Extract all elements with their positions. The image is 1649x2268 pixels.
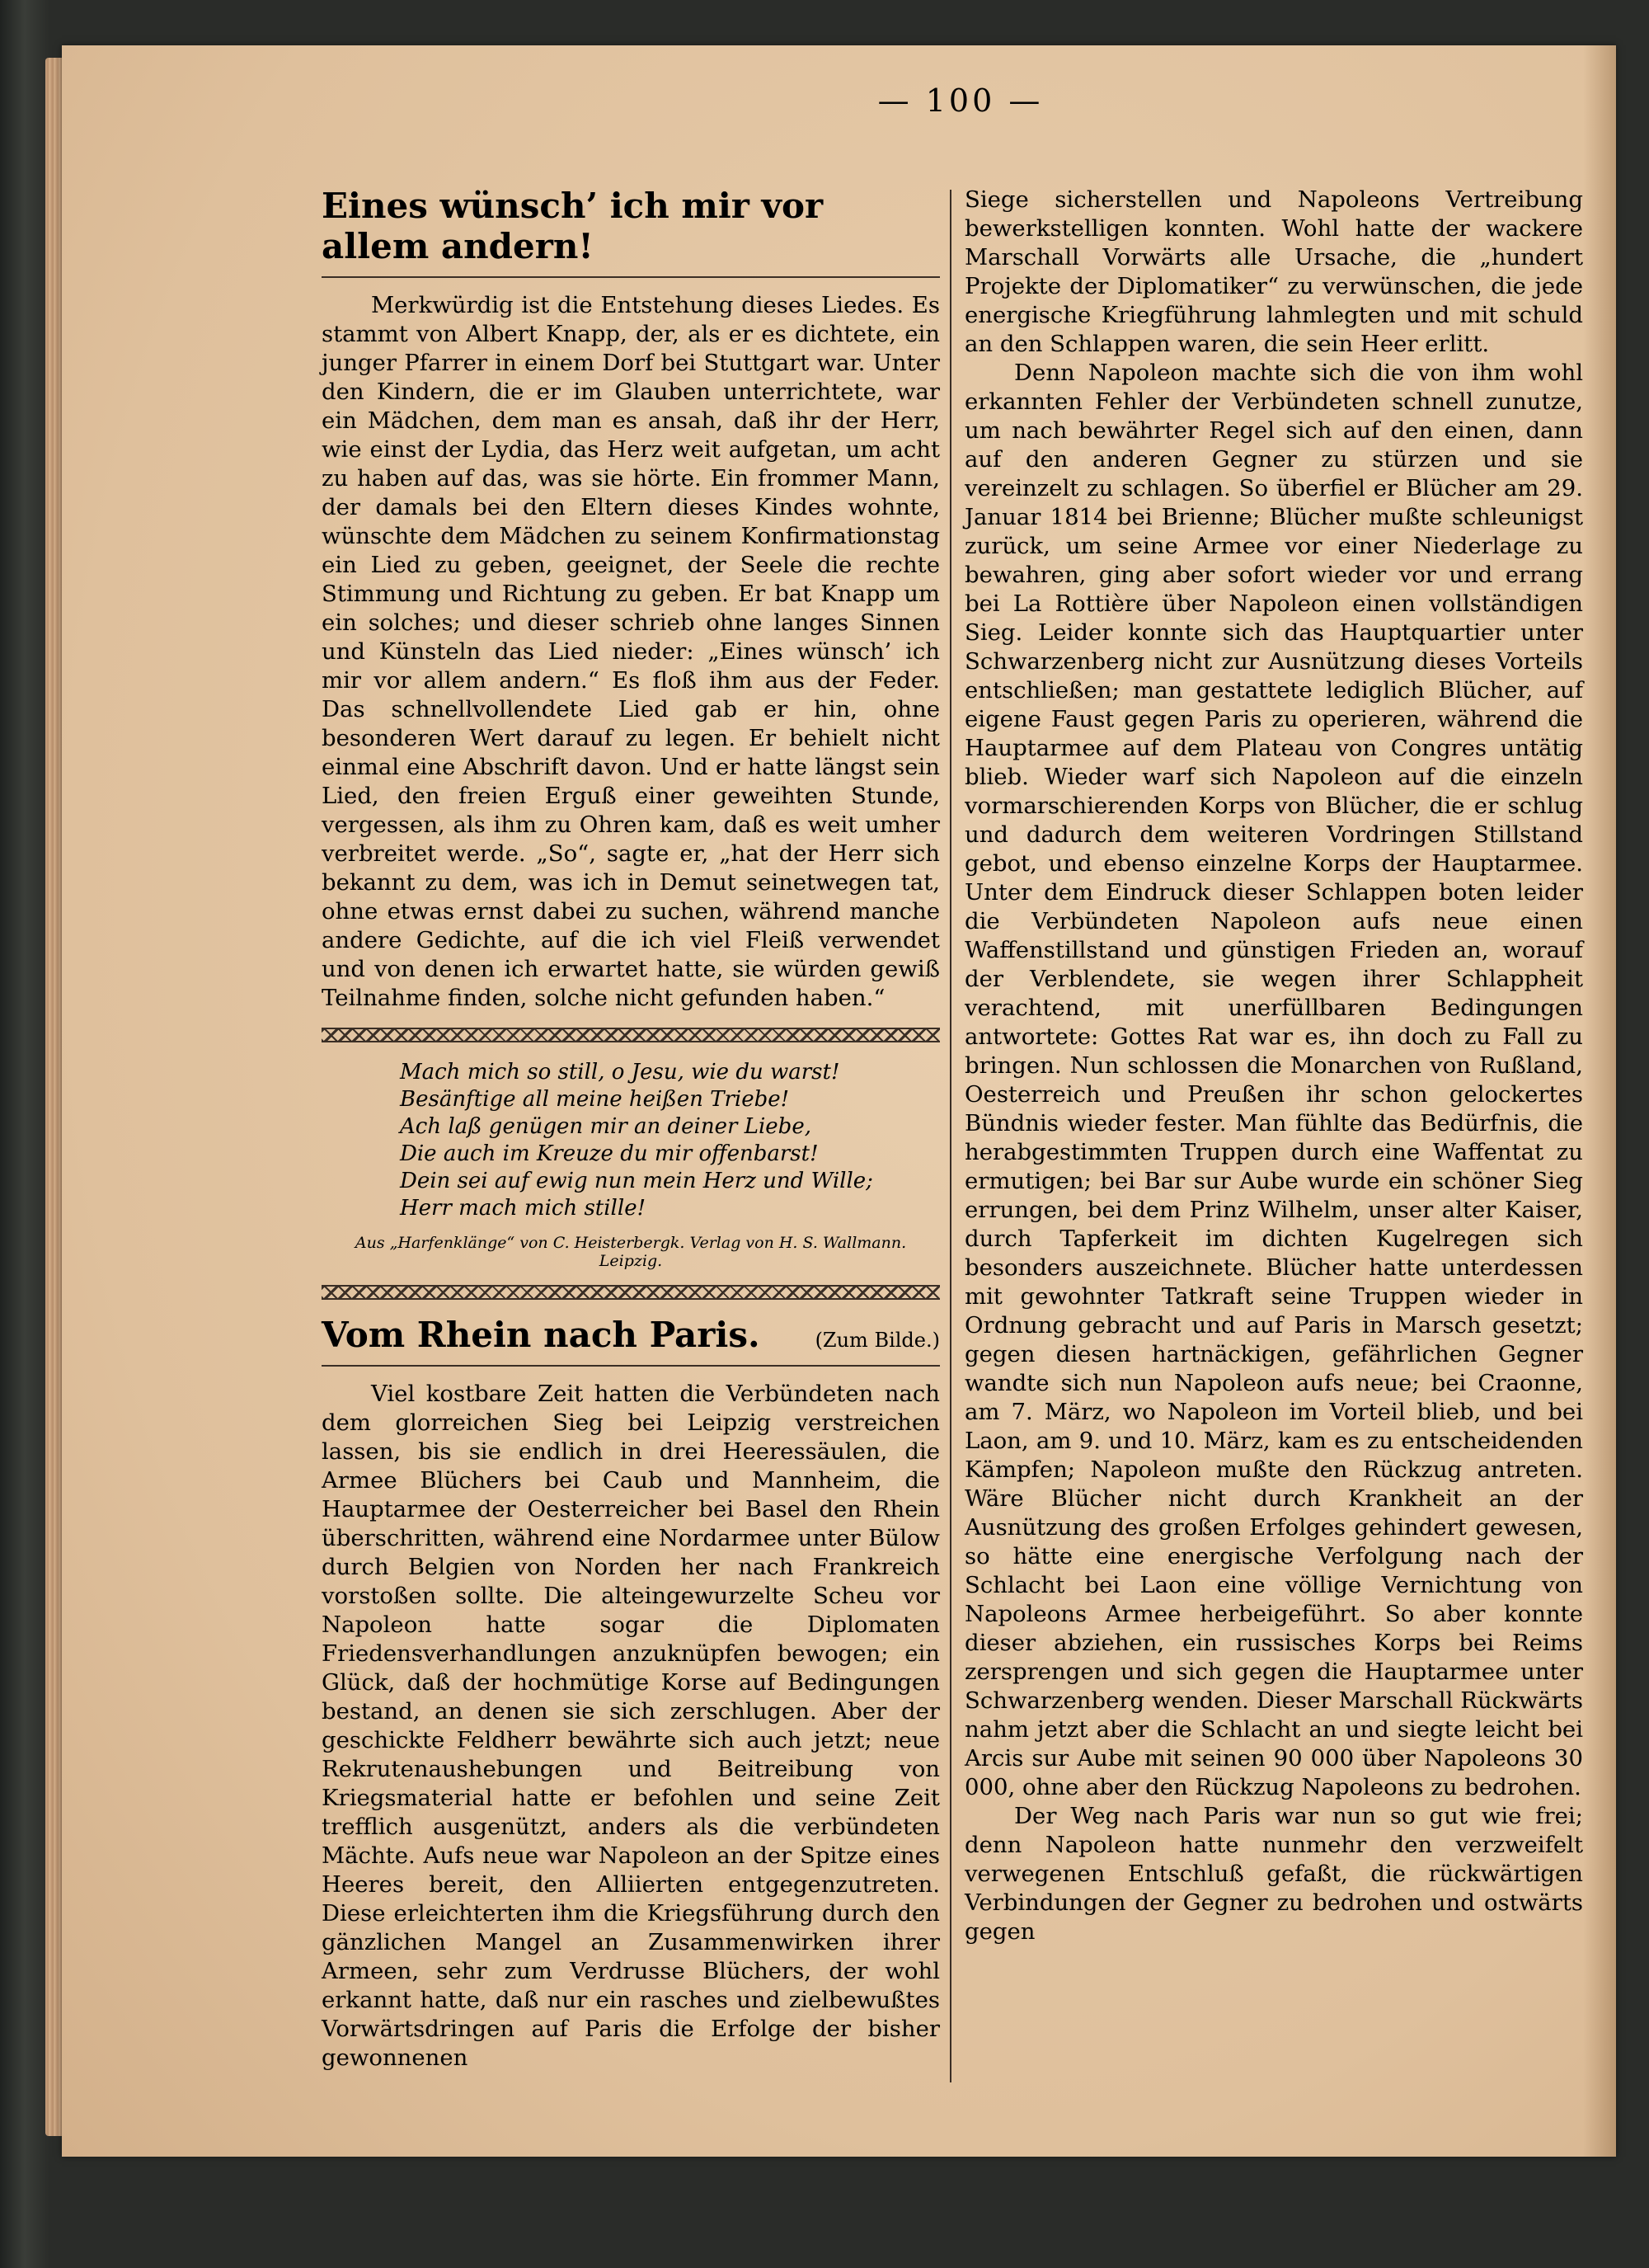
poem-line: Mach mich so still, o Jesu, wie du warst! [400, 1060, 840, 1085]
section2-note: (Zum Bilde.) [815, 1329, 940, 1352]
ornament-divider [322, 1028, 940, 1042]
right-paragraph: Der Weg nach Paris war nun so gut wie frei; denn Napoleon hatte nunmehr den verzweifelt verwegenen Entschluß gefaßt, die rückwärtigen Verbindungen der Gegner zu bedrohen und ostwärts gegen [965, 1803, 1583, 1945]
section1-paragraph: Merkwürdig ist die Entstehung dieses Liedes. Es stammt von Albert Knapp, der, als er es dichtete, ein junger Pfarrer in einem Dorf bei Stuttgart war. Unter den Kindern, die er im Glauben unterrichtete, war ein Mädchen, dem man es ansah, daß ihr der Herr, wie einst der Lydia, das Herz weit aufgetan, um acht zu haben auf das, was sie hörte. Ein frommer Mann, der damals bei den Eltern dieses Kindes wohnte, wünschte dem Mädchen zu seinem Konfirmationstag ein Lied zu geben, geeignet, der Seele die rechte Stimmung und Richtung zu geben. Er bat Knapp um ein solches; und dieser schrieb ohne langes Sinnen und Künsteln das Lied nieder: „Eines wünsch’ ich mir vor allem andern.“ Es floß ihm aus der Feder. Das schnellvollendete Lied gab er hin, ohne besonderen Wert darauf zu legen. Er behielt nicht einmal eine Abschrift davon. Und er hatte längst sein Lied, den freien Erguß einer geweihten Stunde, vergessen, als ihm zu Ohren kam, daß es weit umher verbreitet werde. „So“, sagte er, „hat der Herr sich bekannt zu dem, was ich in Demut seinetwegen tat, ohne etwas ernst dabei zu suchen, während manche andere Gedichte, auf die ich viel Fleiß verwendet und von denen ich erwartet hatte, sie würden gewiß Teilnahme finden, solche nicht gefunden haben.“ [322, 292, 940, 1011]
right-paragraph: Siege sicherstellen und Napoleons Vertreibung bewerkstelligen konnten. Wohl hatte der wackere Marschall Vorwärts alle Ursache, die „hundert Projekte der Diplomatiker“ zu verwünschen, die jede energische Kriegführung lahmlegten und mit schuld an den Schlappen waren, die sein Heer erlitt. [965, 186, 1583, 357]
poem-line: Ach laß genügen mir an deiner Liebe, [400, 1114, 811, 1139]
poem-line: Herr mach mich stille! [400, 1196, 646, 1221]
poem-line: Die auch im Kreuze du mir offenbarst! [400, 1141, 819, 1166]
poem-line: Besänftige all meine heißen Triebe! [400, 1087, 790, 1112]
section1-heading-row [322, 186, 940, 278]
poem [322, 1059, 940, 1222]
section1-title: Eines wünsch’ ich mir vor allem andern! [322, 186, 824, 266]
poem-line: Dein sei auf ewig nun mein Herz und Wille; [400, 1169, 873, 1193]
right-column [965, 186, 1583, 1946]
ornament-divider [322, 1285, 940, 1300]
section2-title: Vom Rhein nach Paris. [322, 1315, 760, 1355]
left-column [322, 186, 940, 2073]
column-divider [950, 190, 951, 2082]
page-gutter-shade [1583, 45, 1616, 2157]
poem-credit: Aus „Harfenklänge“ von C. Heisterbergk. Verlag von H. S. Wallmann. Leipzig. [355, 1234, 907, 1270]
section2-heading-row [322, 1315, 940, 1367]
page-number: — 100 — [877, 82, 1044, 119]
right-paragraph: Denn Napoleon machte sich die von ihm wohl erkannten Fehler der Verbündeten schnell zunutze, um nach bewährter Regel sich auf den einen, dann auf den anderen Gegner zu stürzen und sie vereinzelt zu schlagen. So überfiel er Blücher am 29. Januar 1814 bei Brienne; Blücher mußte schleunigst zurück, um seine Armee vor einer Niederlage zu bewahren, ging aber sofort wieder vor und errang bei La Rottière über Napoleon einen vollständigen Sieg. Leider konnte sich das Hauptquartier unter Schwarzenberg nicht zur Ausnützung dieses Vorteils entschließen; man gestattete lediglich Blücher, auf eigene Faust gegen Paris zu operieren, während die Hauptarmee auf dem Plateau von Congres untätig blieb. Wieder warf sich Napoleon auf die einzeln vormarschierenden Korps von Blücher, die er schlug und dadurch dem weiteren Vordringen Stillstand gebot, und ebenso einzelne Korps der Hauptarmee. Unter dem Eindruck dieser Schlappen boten leider die Verbündeten Napoleon aufs neue einen Waffenstillstand und günstigen Frieden an, worauf der Verblendete, sie wegen ihrer Schlappheit verachtend, mit unerfüllbaren Bedingungen antwortete: Gottes Rat war es, ihn doch zu Fall zu bringen. Nun schlossen die Monarchen von Rußland, Oesterreich und Preußen ihr schon gelockertes Bündnis wieder fester. Man fühlte das Bedürfnis, die herabgestimmten Truppen durch eine Waffentat zu ermutigen; bei Bar sur Aube wurde ein schöner Sieg errungen, bei dem Prinz Wilhelm, unser alter Kaiser, durch Tapferkeit im dichten Kugelregen sich besonders auszeichnete. Blücher hatte unterdessen mit gewohnter Tatkraft seine Truppen wieder in Ordnung gebracht und auf Paris in Marsch gesetzt; gegen diesen hartnäckigen, gefährlichen Gegner wandte sich nun Napoleon aufs neue; bei Craonne, am 7. März, wo Napoleon im Vorteil blieb, und bei Laon, am 9. und 10. März, kam es zu entscheidenden Kämpfen; Napoleon mußte den Rückzug antreten. Wäre Blücher nicht durch Krankheit an der Ausnützung des großen Erfolges gehindert gewesen, so hätte eine energische Verfolgung nach der Schlacht bei Laon eine völlige Vernichtung von Napoleons Armee herbeigeführt. So aber konnte dieser abziehen, ein russisches Korps bei Reims zersprengen und sich gegen die Hauptarmee unter Schwarzenberg wenden. Dieser Marschall Rückwärts nahm jetzt aber die Schlacht an und siegte leicht bei Arcis sur Aube mit seinen 90 000 über Napoleons 30 000, ohne aber den Rückzug Napoleons zu bedrohen. [965, 360, 1583, 1800]
section2-paragraph: Viel kostbare Zeit hatten die Verbündeten nach dem glorreichen Sieg bei Leipzig verstreichen lassen, bis sie endlich in drei Heeressäulen, die Armee Blüchers bei Caub und Mannheim, die Hauptarmee der Oesterreicher bei Basel den Rhein überschritten, während eine Nordarmee unter Bülow durch Belgien von Norden her nach Frankreich vorstoßen sollte. Die alteingewurzelte Scheu vor Napoleon hatte sogar die Diplomaten Friedensverhandlungen anzuknüpfen bewogen; ein Glück, daß der hochmütige Korse auf Bedingungen bestand, an denen sie sich zerschlugen. Aber der geschickte Feldherr bewährte sich auch jetzt; neue Rekrutenaushebungen und Beitreibung von Kriegsmaterial hatte er befohlen und seine Zeit trefflich ausgenützt, anders als die verbündeten Mächte. Aufs neue war Napoleon an der Spitze eines Heeres bereit, den Alliierten entgegenzutreten. Diese erleichterten ihm die Kriegsführung durch den gänzlichen Mangel an Zusammenwirken ihrer Armeen, sehr zum Verdrusse Blüchers, der wohl erkannt hatte, daß nur ein rasches und zielbewußtes Vorwärtsdringen auf Paris die Erfolge der bisher gewonnenen [322, 1381, 940, 2071]
